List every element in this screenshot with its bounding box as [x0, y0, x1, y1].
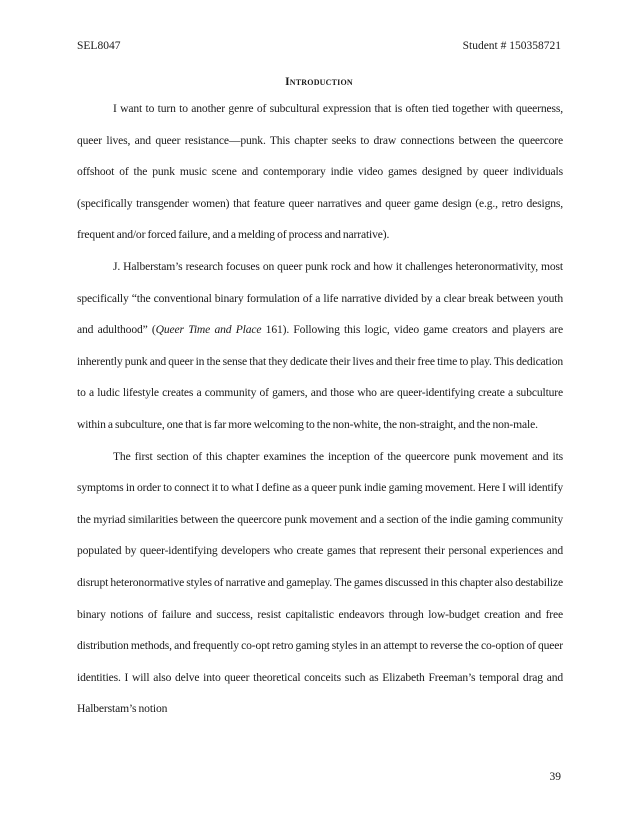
section-title: Introduction: [285, 76, 353, 88]
paragraph-3: The first section of this chapter examines the inception of the queercore punk movement and its symptoms in order to connect it to what I define as a queer punk indie gaming movement. Here I will identify the myriad similarities between the queercore punk movement and a section of the indie gaming community populated by queer-identifying developers who create games that represent their personal experiences and disrupt heteronormative styles of narrative and gameplay. The games discussed in this chapter also destabilize binary notions of failure and success, resist capitalistic endeavors through low-budget creation and free distribution methods, and frequently co-opt retro gaming styles in an attempt to reverse the co-option of queer identities. I will also delve into queer theoretical conceits such as Elizabeth Freeman’s temporal drag and Halberstam’s notion: [77, 449, 563, 716]
paragraph-1: I want to turn to another genre of subcultural expression that is often tied together with queerness, queer lives, and queer resistance—punk. This chapter seeks to draw connections between the queercore offshoot of the punk music scene and contemporary indie video games designed by queer individuals (specifically transgender women) that feature queer narratives and queer game design (e.g., retro designs, frequent and/or forced failure, and a melding of process and narrative).: [77, 102, 563, 242]
paragraph-2-before: J. Halberstam’s research focuses on queer punk rock and how it challenges heteronormativity, most specifically “the conventional binary formulation of a life narrative divided by a clear break between youth and adulthood” (: [77, 259, 563, 337]
paragraph-2-after: 161). Following this logic, video game creators and players are inherently punk and queer in the sense that they dedicate their lives and their free time to play. This dedication to a ludic lifestyle creates a community of gamers, and those who are queer-identifying create a subculture within a subculture, one that is far more welcoming to the non-white, the non-straight, and the non-male.: [77, 323, 563, 431]
citation-title: Queer Time and Place: [155, 323, 262, 337]
body-text: [77, 93, 563, 725]
paragraph-2: [77, 251, 563, 441]
page-header: [77, 40, 561, 52]
page-number: 39: [549, 771, 561, 783]
course-code: SEL8047: [77, 40, 121, 52]
student-number: Student # 150358721: [462, 40, 561, 52]
